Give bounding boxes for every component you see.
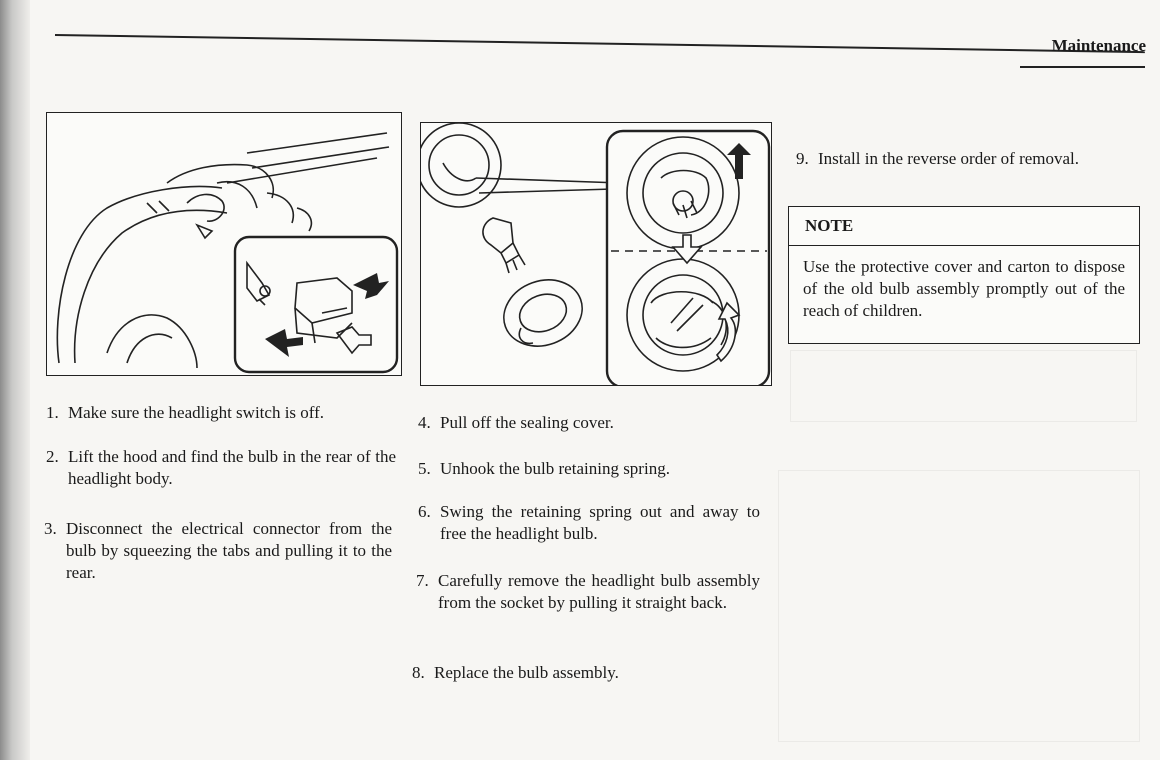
- step-4: [418, 412, 758, 434]
- bleed-through-box: [778, 470, 1140, 742]
- step-number: 2.: [46, 447, 59, 466]
- step-9: [796, 148, 1142, 170]
- step-text: Swing the retaining spring out and away to free the headlight bulb.: [440, 502, 760, 543]
- step-7: [416, 570, 760, 614]
- step-3: [44, 518, 392, 584]
- step-number: 7.: [416, 571, 429, 590]
- figure-headlight-connector: [46, 112, 402, 376]
- step-text: Install in the reverse order of removal.: [818, 149, 1080, 168]
- step-text: Lift the hood and find the bulb in the rear of the headlight body.: [68, 447, 396, 488]
- figure-bulb-removal: [420, 122, 772, 386]
- step-text: Carefully remove the headlight bulb assembly from the socket by pulling it straight back.: [438, 571, 760, 612]
- step-text: Replace the bulb assembly.: [434, 663, 619, 682]
- step-number: 3.: [44, 519, 57, 538]
- header-rule: [55, 34, 1145, 53]
- section-title: Maintenance: [1051, 36, 1146, 55]
- step-number: 8.: [412, 663, 425, 682]
- step-number: 5.: [418, 459, 431, 478]
- step-1: [46, 402, 396, 424]
- step-text: Pull off the sealing cover.: [440, 413, 614, 432]
- bleed-through-box: [790, 350, 1137, 422]
- step-8: [412, 662, 756, 684]
- step-number: 6.: [418, 502, 431, 521]
- step-2: [46, 446, 396, 490]
- step-number: 4.: [418, 413, 431, 432]
- step-number: 9.: [796, 149, 809, 168]
- step-number: 1.: [46, 403, 59, 422]
- page-binding-shadow: [0, 0, 30, 760]
- note-box: [788, 206, 1140, 344]
- note-text: Use the protective cover and carton to dispose of the old bulb assembly promptly out of the reach of children.: [803, 257, 1125, 320]
- connector-illustration: [47, 113, 401, 375]
- step-5: [418, 458, 758, 480]
- note-heading: NOTE: [789, 207, 1139, 246]
- bulb-removal-illustration: [421, 123, 771, 385]
- section-underline: [1020, 66, 1145, 68]
- step-text: Make sure the headlight switch is off.: [68, 403, 325, 422]
- step-text: Unhook the bulb retaining spring.: [440, 459, 670, 478]
- step-6: [418, 501, 760, 545]
- step-text: Disconnect the electrical connector from the bulb by squeezing the tabs and pulling it to the rear.: [66, 519, 392, 582]
